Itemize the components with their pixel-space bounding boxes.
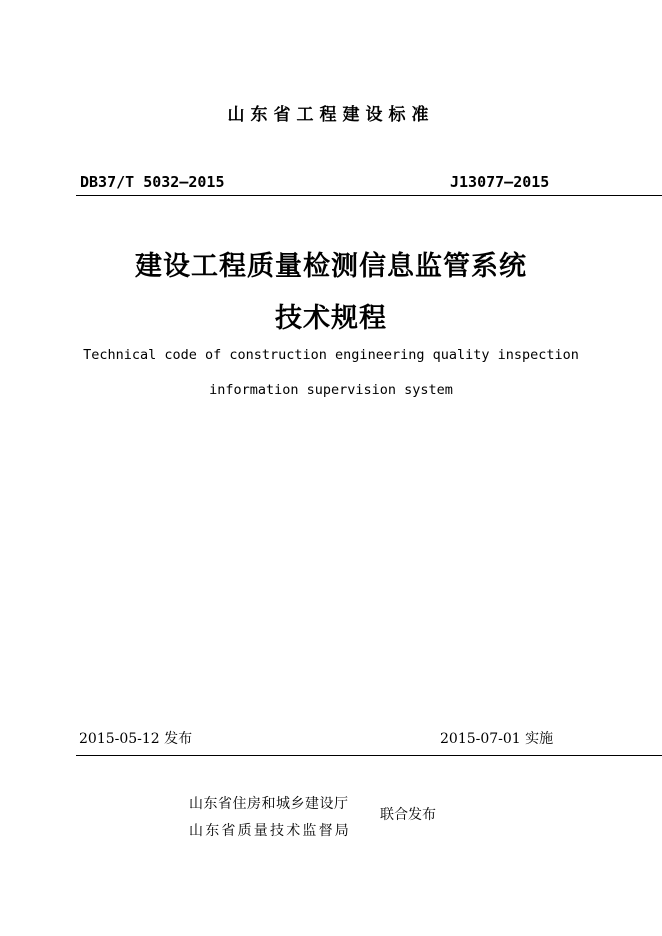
- issuer-quality-bureau: 山东省质量技术监督局: [189, 823, 351, 839]
- joint-release-label: 联合发布: [380, 807, 436, 823]
- standard-category: 山东省工程建设标准: [227, 105, 435, 125]
- title-en-line2: information supervision system: [209, 382, 453, 398]
- top-divider: [76, 195, 662, 196]
- title-en-line1: Technical code of construction engineering quality inspection: [83, 347, 579, 363]
- bottom-divider: [76, 755, 662, 756]
- implementation-date: 2015-07-01 实施: [440, 731, 554, 747]
- title-zh-line2: 技术规程: [275, 303, 387, 334]
- title-zh-line1: 建设工程质量检测信息监管系统: [135, 251, 527, 282]
- filing-code: J13077—2015: [450, 173, 550, 191]
- issuer-housing-dept: 山东省住房和城乡建设厅: [189, 796, 349, 812]
- standard-code: DB37/T 5032—2015: [80, 173, 225, 191]
- issue-date: 2015-05-12 发布: [79, 731, 193, 747]
